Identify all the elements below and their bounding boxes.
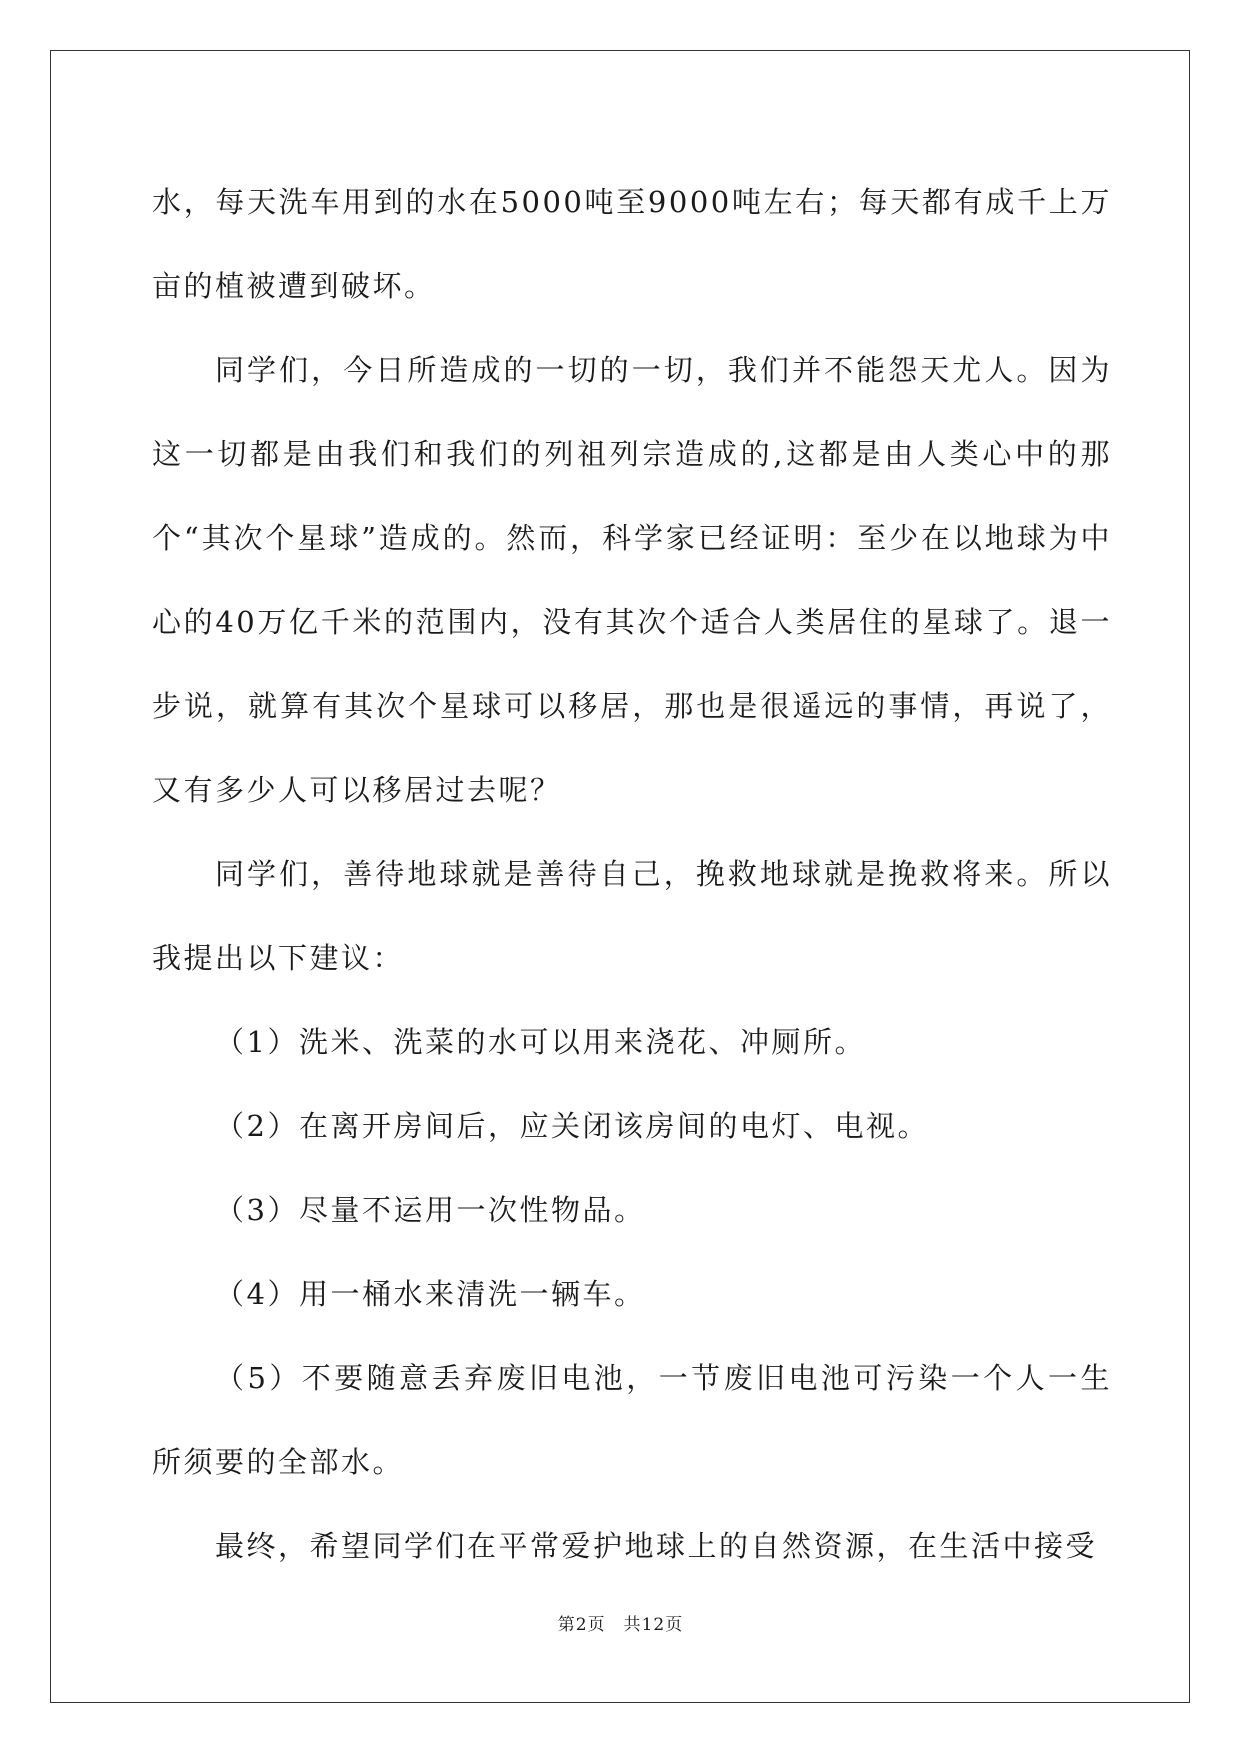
paragraph: 最终，希望同学们在平常爱护地球上的自然资源，在生活中接受 bbox=[215, 1529, 1098, 1563]
list-item: （4）用一桶水来清洗一辆车。 bbox=[215, 1277, 646, 1311]
list-item: （5）不要随意丢弃废旧电池，一节废旧电池可污染一个人一生所须要的全部水。 bbox=[152, 1361, 1112, 1479]
list-item: （1）洗米、洗菜的水可以用来浇花、冲厕所。 bbox=[215, 1025, 866, 1059]
paragraph: 同学们，今日所造成的一切的一切，我们并不能怨天尤人。因为这一切都是由我们和我们的列祖列宗造成的,这都是由人类心中的那个“其次个星球”造成的。然而，科学家已经证明：至少在以地球为中心的40万亿千米的范围内，没有其次个适合人类居住的星球了。退一步说，就算有其次个星球可以移居，那也是很遥远的事情，再说了，又有多少人可以移居过去呢？ bbox=[152, 353, 1112, 807]
list-item: （2）在离开房间后，应关闭该房间的电灯、电视。 bbox=[215, 1109, 929, 1143]
document-body bbox=[152, 160, 1112, 1588]
paragraph: 同学们，善待地球就是善待自己，挽救地球就是挽救将来。所以我提出以下建议： bbox=[152, 857, 1112, 975]
list-item: （3）尽量不运用一次性物品。 bbox=[215, 1193, 646, 1227]
paragraph: 水，每天洗车用到的水在5000吨至9000吨左右；每天都有成千上万亩的植被遭到破坏。 bbox=[152, 185, 1112, 303]
page-number: 第2页 bbox=[557, 1615, 606, 1635]
page-total: 共12页 bbox=[623, 1615, 684, 1635]
page-footer bbox=[0, 1610, 1241, 1635]
